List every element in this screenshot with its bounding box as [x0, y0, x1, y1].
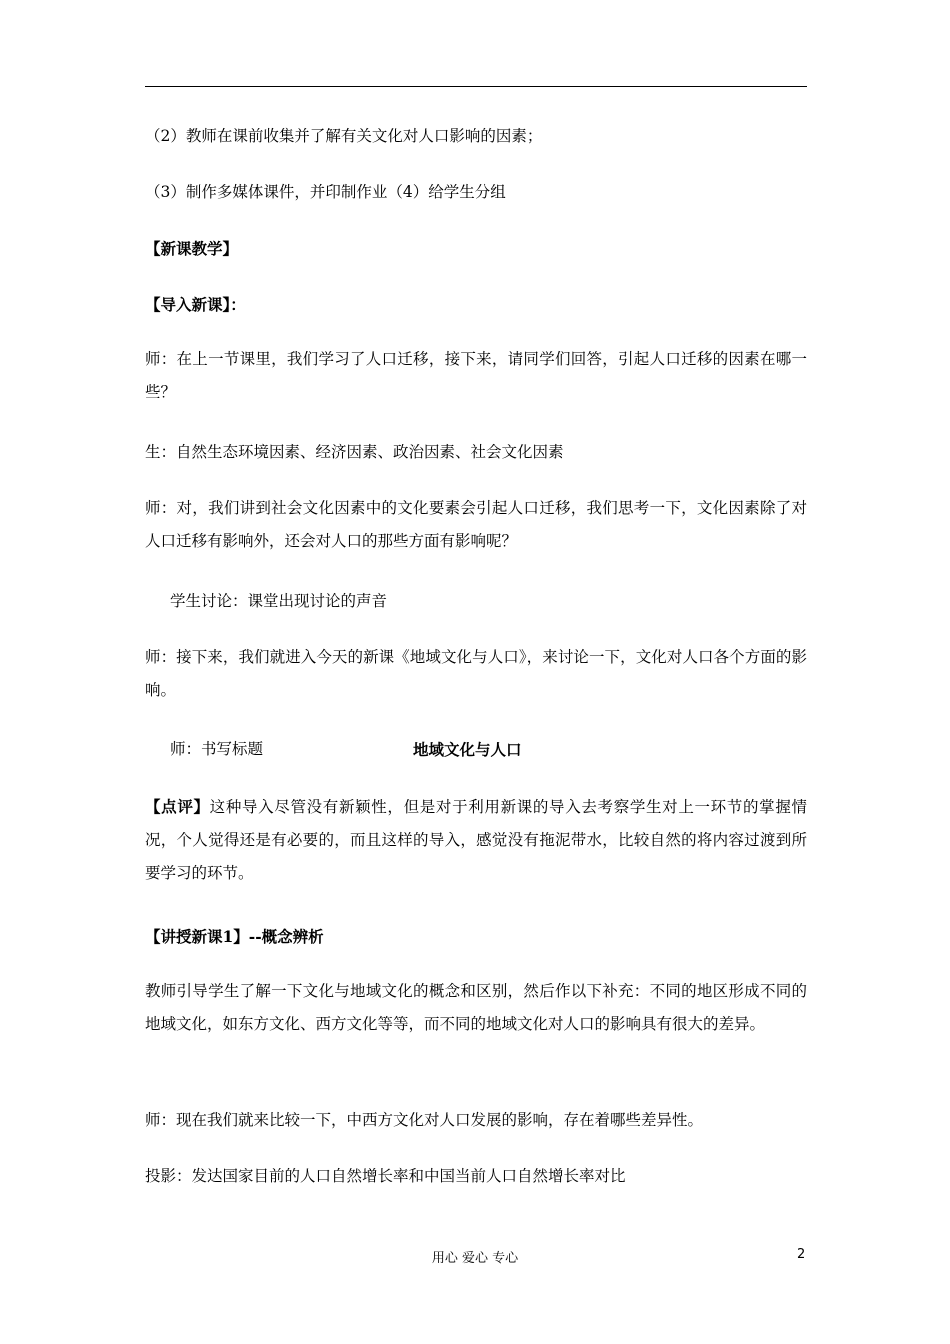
teacher-question: 师：在上一节课里，我们学习了人口迁移，接下来，请同学们回答，引起人口迁移的因素在哪一些？: [145, 350, 807, 401]
lesson-title: 地域文化与人口: [413, 740, 522, 759]
section-heading-new-lesson: 【新课教学】: [145, 239, 239, 258]
section-heading-intro: 【导入新课】：: [145, 295, 246, 314]
projection-paragraph: 投影：发达国家目前的人口自然增长率和中国当前人口自然增长率对比: [145, 1167, 626, 1185]
teacher-transition: 师：接下来，我们就进入今天的新课《地域文化与人口》，来讨论一下，文化对人口各个方面的影响。: [145, 648, 807, 699]
section-heading-concepts: 【讲授新课1】--概念辨析: [145, 927, 324, 946]
header-rule: [145, 86, 807, 87]
comment-label: 【点评】: [145, 797, 210, 816]
student-discussion: 学生讨论：课堂出现讨论的声音: [170, 592, 388, 610]
page-number: 2: [797, 1247, 806, 1262]
prep-item-3: （3）制作多媒体课件，并印制作业（4）给学生分组: [145, 183, 506, 201]
write-title-label: 师：书写标题: [170, 740, 264, 758]
footer-motto: 用心 爱心 专心: [431, 1251, 519, 1266]
comment-paragraph: [145, 790, 807, 890]
prep-item-2: （2）教师在课前收集并了解有关文化对人口影响的因素；: [145, 127, 543, 145]
comment-text: 这种导入尽管没有新颖性，但是对于利用新课的导入去考察学生对上一环节的掌握情况，个人觉得还是有必要的，而且这样的导入，感觉没有拖泥带水，比较自然的将内容过渡到所要学习的环节。: [145, 798, 807, 882]
student-answer: 生：自然生态环境因素、经济因素、政治因素、社会文化因素: [145, 443, 564, 461]
teacher-followup: 师：对，我们讲到社会文化因素中的文化要素会引起人口迁移，我们思考一下，文化因素除了对人口迁移有影响外，还会对人口的那些方面有影响呢？: [145, 499, 807, 550]
comparison-paragraph: 师：现在我们就来比较一下，中西方文化对人口发展的影响，存在着哪些差异性。: [145, 1111, 704, 1129]
concept-paragraph: 教师引导学生了解一下文化与地域文化的概念和区别，然后作以下补充：不同的地区形成不同的地域文化，如东方文化、西方文化等等，而不同的地域文化对人口的影响具有很大的差异。: [145, 982, 807, 1033]
